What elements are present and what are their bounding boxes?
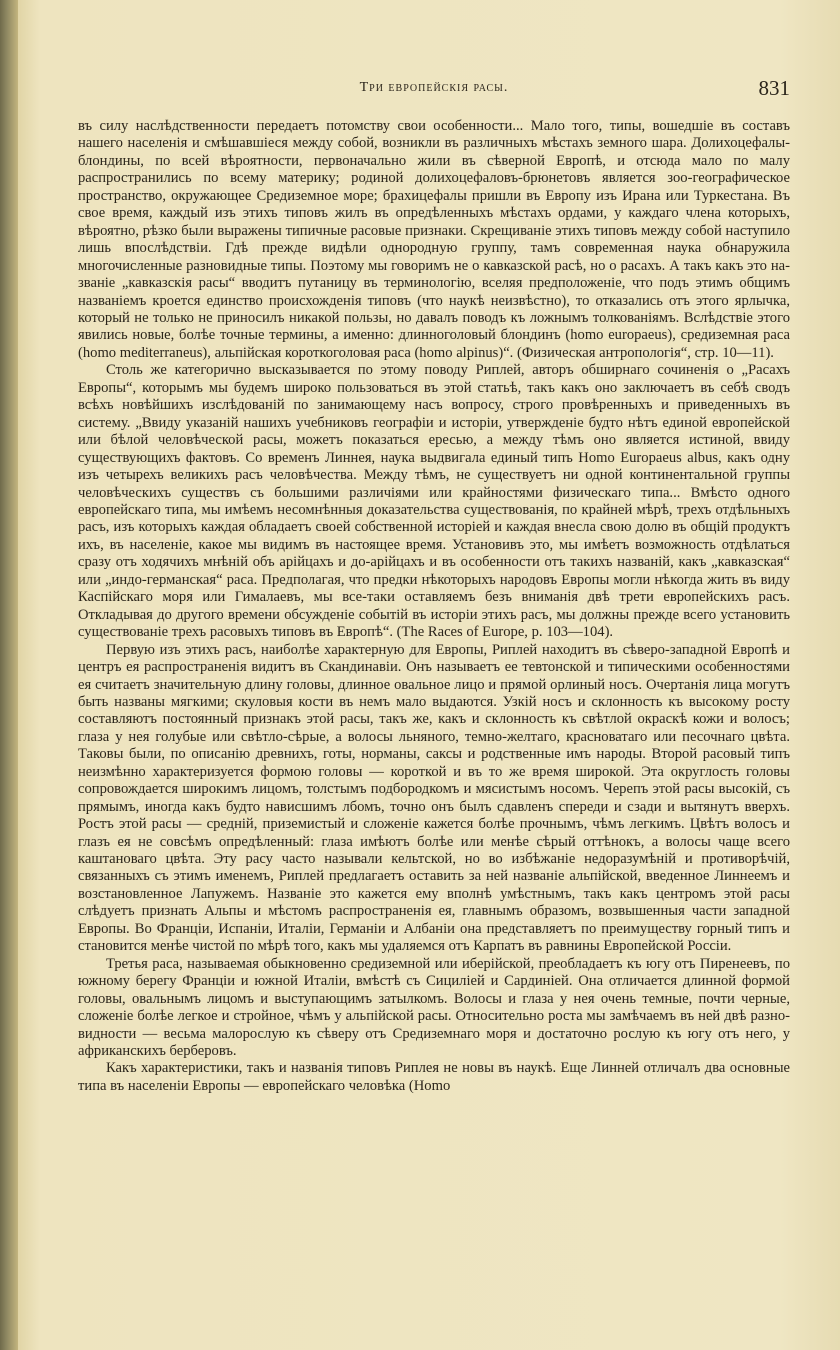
paragraph-4: Третья раса, называемая обыкновенно средиземной или иберійской, преобладаетъ къ югу отъ Пиренеевъ, по южному берегу Франціи и южной Италіи, вмѣстѣ съ Сициліей и Сардиніей. Она отличается длинной формой головы, овальнымъ лицомъ и выступающимъ затылкомъ. Волосы и глаза у нея очень темные, почти черные, сложеніе болѣе легкое и стройное, чѣмъ у альпійской расы. Относительно роста мы замѣчаемъ въ ней двѣ разновидности — весьма малорослую къ сѣверу отъ Средиземнаго моря и достаточно рослую къ югу отъ него, у африканскихъ берберовъ. [78,955,790,1060]
paragraph-3: Первую изъ этихъ расъ, наиболѣе характерную для Европы, Риплей находитъ въ сѣверо-западной Европѣ и центръ ея распространенія видитъ въ Скандинавіи. Онъ называетъ ее тевтонской и типическими особенностями ея считаетъ значительную длину головы, длинное овальное лицо и прямой орлиный носъ. Очертанія лица могутъ быть названы мягкими; скуловыя кости въ немъ мало выдаются. Узкій носъ и склонность къ высокому росту составляютъ постоянный признакъ этой расы, такъ же, какъ и склонность къ свѣтлой окраскѣ кожи и волосъ; глаза у нея голубые или свѣтло-сѣрые, а волосы льняного, темно-желтаго, красноватаго или песочнаго цвѣта. Таковы были, по описанію древнихъ, готы, норманы, саксы и родственные имъ народы. Второй расовый типъ неизмѣнно характеризуется формою головы — короткой и въ то же время широкой. Эта округлость головы сопровождается широкимъ лицомъ, толстымъ подбородкомъ и мясистымъ носомъ. Черепъ этой расы высокій, съ прямымъ, иногда какъ будто нависшимъ лбомъ, точно онъ былъ сдавленъ спереди и сзади и вытянутъ вверхъ. Ростъ этой расы — средній, приземистый и сложеніе кажется болѣе прочнымъ, чѣмъ легкимъ. Цвѣтъ волосъ и глазъ ея не совсѣмъ опредѣленный: глаза имѣютъ болѣе или менѣе сѣрый оттѣнокъ, а волосы чаще всего каштановаго цвѣта. Эту расу часто называли кельтской, но во избѣжаніе недоразумѣній и противорѣчій, связанныхъ съ этимъ именемъ, Риплей предлагаетъ оставить за ней названіе альпійской, введенное Линнеемъ и возстановленное Лапужемъ. Названіе это кажется ему вполнѣ умѣстнымъ, такъ какъ центромъ этой расы слѣдуетъ признать Альпы и мѣстомъ распространенія ея, главнымъ образомъ, возвышенныя части западной Европы. Во Франціи, Испаніи, Италіи, Германіи и Албаніи она представляетъ по преимуществу горный типъ и становится менѣе чистой по мѣрѣ того, какъ мы удаляемся отъ Карпатъ въ равнины Европейской Россіи. [78,641,790,955]
page-header [78,76,790,104]
page-body [78,118,790,1338]
paragraph-1: въ силу наслѣдственности передаетъ потомству свои особенности... Мало того, типы, вошедшіе въ составъ нашего населенія и смѣшавшіеся между собой, возникли въ различныхъ мѣстахъ земного шара. Долихоцефалы-блондины, по всей вѣроятности, первоначально жили въ сѣверной Европѣ, и отсюда мало по малу распространились по всему материку; родиной долихоцефаловъ-брюнетовъ является зоо-географическое пространство, окружающее Средиземное море; брахицефалы пришли въ Европу изъ Ирана или Туркестана. Въ свое время, каждый изъ этихъ типовъ жилъ въ опредѣленныхъ мѣстахъ ордами, у каждаго члена которыхъ, вѣроятно, рѣзко были выражены типичные расовые признаки. Скрещиваніе этихъ типовъ между собой наступило лишь впослѣдствіи. Гдѣ прежде видѣли однородную группу, тамъ современная наука обнаружила многочисленные разновидные типы. Поэтому мы говоримъ не о кавказской расѣ, но о расахъ. А такъ какъ это названіе „кавказскія расы“ вводитъ путаницу въ терминологію, вселяя предположеніе, что подъ этимъ общимъ названіемъ кроется единство происхожденія типовъ (что наукѣ неизвѣстно), то отказались отъ этого ярлычка, который не только не приносилъ никакой пользы, но давалъ поводъ къ ложнымъ толкованіямъ. Вслѣдствіе этого явились новые, болѣе точные термины, а именно: длинноголовый блондинъ (homo europaeus), средиземная раса (homo mediterraneus), альпійская короткоголовая раса (homo alpinus)“. (Физическая антропологія“, стр. 10—11). [78,118,790,361]
page-number: 831 [758,76,790,100]
paragraph-5: Какъ характеристики, такъ и названія типовъ Риплея не новы въ наукѣ. Еще Линней отличалъ два основные типа въ населеніи Европы — европейскаго человѣка (Homo [78,1060,790,1094]
book-spine-shadow [0,0,18,1350]
running-title: Три европейскія расы. [359,80,509,95]
paragraph-2: Столь же категорично высказывается по этому поводу Риплей, авторъ обширнаго сочиненія о „Расахъ Европы“, которымъ мы будемъ широко пользоваться въ этой статьѣ, такъ какъ оно заключаетъ въ себѣ сводъ всѣхъ новѣйшихъ изслѣдованій по занимающему насъ вопросу, строго провѣренныхъ и приведенныхъ въ систему. „Ввиду указаній нашихъ учебниковъ географіи и исторіи, утвержденіе будто нѣтъ единой европейской или бѣлой человѣческой расы, можетъ показаться ересью, а между тѣмъ оно является истиной, ввиду существующихъ фактовъ. Со временъ Линнея, наука выдвигала единый типъ Homo Europaeus albus, какъ одну изъ четырехъ великихъ расъ человѣчества. Между тѣмъ, не существуетъ ни одной континентальной группы человѣческихъ существъ съ большими различіями или крайностями физическаго типа... Вмѣсто одного европейскаго типа, мы имѣемъ несомнѣнныя доказательства существованія, по крайней мѣрѣ, трехъ отдѣльныхъ расъ, изъ которыхъ каждая обладаетъ своей собственной исторіей и каждая внесла свою долю въ общій продуктъ ихъ, въ населеніе, какое мы видимъ въ настоящее время. Установивъ это, мы имѣетъ возможность отдѣлаться сразу отъ ходячихъ мнѣній объ арійцахъ и до-арійцахъ и въ особенности отъ такихъ названій, какъ „кавказская“ или „индо-германская“ раса. Предполагая, что предки нѣкоторыхъ народовъ Европы могли нѣкогда жить въ виду Каспійскаго моря или Гималаевъ, мы все-таки оставляемъ безъ вниманія двѣ трети европейскихъ расъ. Откладывая до другого времени обсужденіе событій въ исторіи этихъ расъ, мы должны прежде всего установить существованіе трехъ расовыхъ типовъ въ Европѣ“. (The Races of Europe, p. 103—104). [78,362,790,641]
